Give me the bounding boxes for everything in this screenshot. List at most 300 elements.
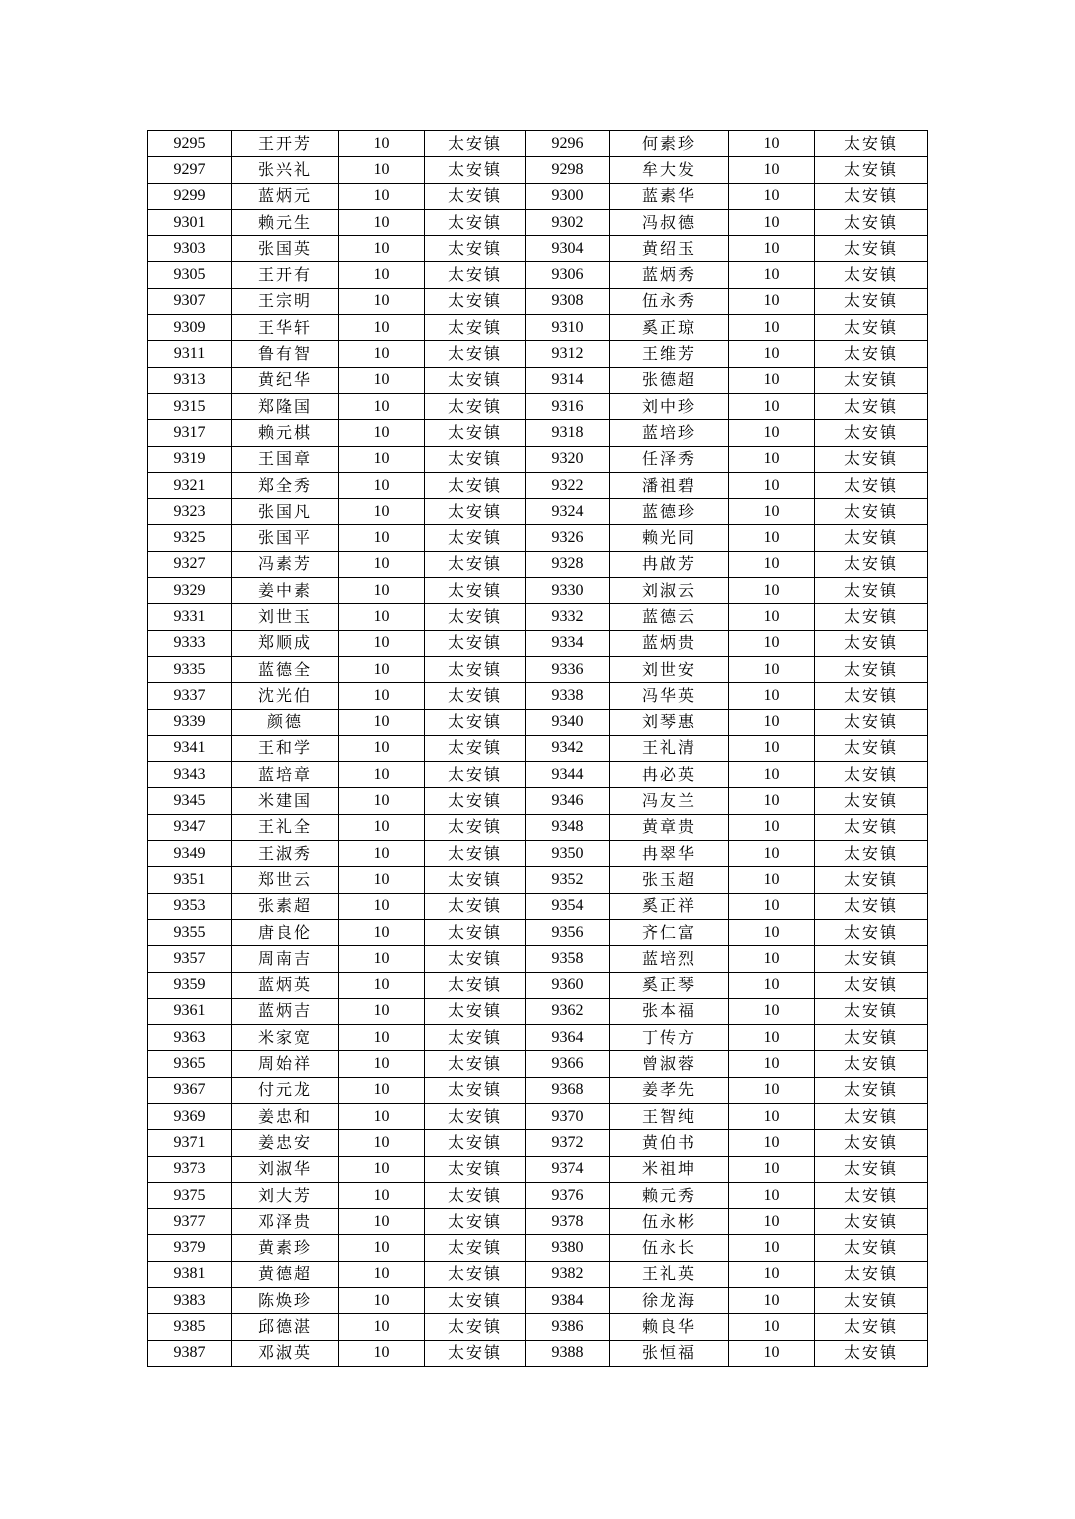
left-name-cell: 陈焕珍 bbox=[232, 1288, 339, 1314]
right-town-cell: 太安镇 bbox=[815, 157, 928, 183]
right-amount-cell: 10 bbox=[729, 841, 815, 867]
left-id-cell: 9359 bbox=[148, 972, 232, 998]
right-amount-cell: 10 bbox=[729, 315, 815, 341]
right-town-cell: 太安镇 bbox=[815, 393, 928, 419]
left-amount-cell: 10 bbox=[339, 709, 425, 735]
left-amount-cell: 10 bbox=[339, 972, 425, 998]
right-name-cell: 伍永秀 bbox=[610, 288, 729, 314]
right-town-cell: 太安镇 bbox=[815, 525, 928, 551]
left-town-cell: 太安镇 bbox=[425, 236, 526, 262]
table-row bbox=[148, 1314, 928, 1340]
left-id-cell: 9325 bbox=[148, 525, 232, 551]
right-id-cell: 9320 bbox=[526, 446, 610, 472]
right-id-cell: 9360 bbox=[526, 972, 610, 998]
right-town-cell: 太安镇 bbox=[815, 1209, 928, 1235]
left-amount-cell: 10 bbox=[339, 735, 425, 761]
left-town-cell: 太安镇 bbox=[425, 262, 526, 288]
right-name-cell: 伍永彬 bbox=[610, 1209, 729, 1235]
right-amount-cell: 10 bbox=[729, 183, 815, 209]
left-amount-cell: 10 bbox=[339, 1077, 425, 1103]
right-id-cell: 9384 bbox=[526, 1288, 610, 1314]
right-id-cell: 9344 bbox=[526, 762, 610, 788]
right-id-cell: 9348 bbox=[526, 814, 610, 840]
right-amount-cell: 10 bbox=[729, 393, 815, 419]
right-id-cell: 9350 bbox=[526, 841, 610, 867]
left-id-cell: 9373 bbox=[148, 1156, 232, 1182]
table-row bbox=[148, 788, 928, 814]
right-name-cell: 冯华英 bbox=[610, 683, 729, 709]
left-town-cell: 太安镇 bbox=[425, 1261, 526, 1287]
left-id-cell: 9343 bbox=[148, 762, 232, 788]
left-amount-cell: 10 bbox=[339, 551, 425, 577]
right-id-cell: 9328 bbox=[526, 551, 610, 577]
right-id-cell: 9312 bbox=[526, 341, 610, 367]
left-name-cell: 刘淑华 bbox=[232, 1156, 339, 1182]
table-row bbox=[148, 209, 928, 235]
table-row bbox=[148, 499, 928, 525]
table-row bbox=[148, 157, 928, 183]
table-row bbox=[148, 367, 928, 393]
right-id-cell: 9316 bbox=[526, 393, 610, 419]
table-row bbox=[148, 1340, 928, 1366]
left-id-cell: 9381 bbox=[148, 1261, 232, 1287]
left-amount-cell: 10 bbox=[339, 683, 425, 709]
left-town-cell: 太安镇 bbox=[425, 131, 526, 157]
left-amount-cell: 10 bbox=[339, 1025, 425, 1051]
right-town-cell: 太安镇 bbox=[815, 604, 928, 630]
right-town-cell: 太安镇 bbox=[815, 315, 928, 341]
left-town-cell: 太安镇 bbox=[425, 1130, 526, 1156]
left-town-cell: 太安镇 bbox=[425, 420, 526, 446]
table-row bbox=[148, 814, 928, 840]
table-row bbox=[148, 1025, 928, 1051]
roster-body bbox=[148, 131, 928, 1367]
left-id-cell: 9311 bbox=[148, 341, 232, 367]
table-row bbox=[148, 867, 928, 893]
right-name-cell: 丁传方 bbox=[610, 1025, 729, 1051]
right-id-cell: 9326 bbox=[526, 525, 610, 551]
table-row bbox=[148, 341, 928, 367]
right-amount-cell: 10 bbox=[729, 709, 815, 735]
table-row bbox=[148, 893, 928, 919]
right-amount-cell: 10 bbox=[729, 604, 815, 630]
left-name-cell: 邱德湛 bbox=[232, 1314, 339, 1340]
table-row bbox=[148, 735, 928, 761]
table-row bbox=[148, 1288, 928, 1314]
right-amount-cell: 10 bbox=[729, 1051, 815, 1077]
left-town-cell: 太安镇 bbox=[425, 315, 526, 341]
right-town-cell: 太安镇 bbox=[815, 1077, 928, 1103]
left-id-cell: 9323 bbox=[148, 499, 232, 525]
left-name-cell: 王宗明 bbox=[232, 288, 339, 314]
left-name-cell: 张国平 bbox=[232, 525, 339, 551]
left-town-cell: 太安镇 bbox=[425, 157, 526, 183]
left-amount-cell: 10 bbox=[339, 604, 425, 630]
left-name-cell: 颜德 bbox=[232, 709, 339, 735]
left-amount-cell: 10 bbox=[339, 1209, 425, 1235]
left-name-cell: 鲁有智 bbox=[232, 341, 339, 367]
left-name-cell: 刘大芳 bbox=[232, 1182, 339, 1208]
right-amount-cell: 10 bbox=[729, 1103, 815, 1129]
left-town-cell: 太安镇 bbox=[425, 630, 526, 656]
right-name-cell: 曾淑蓉 bbox=[610, 1051, 729, 1077]
left-town-cell: 太安镇 bbox=[425, 525, 526, 551]
table-row bbox=[148, 841, 928, 867]
left-amount-cell: 10 bbox=[339, 630, 425, 656]
left-id-cell: 9353 bbox=[148, 893, 232, 919]
left-name-cell: 蓝德全 bbox=[232, 656, 339, 682]
left-id-cell: 9295 bbox=[148, 131, 232, 157]
right-name-cell: 任泽秀 bbox=[610, 446, 729, 472]
left-amount-cell: 10 bbox=[339, 998, 425, 1024]
right-name-cell: 冉啟芳 bbox=[610, 551, 729, 577]
table-row bbox=[148, 946, 928, 972]
left-id-cell: 9309 bbox=[148, 315, 232, 341]
left-id-cell: 9333 bbox=[148, 630, 232, 656]
left-id-cell: 9379 bbox=[148, 1235, 232, 1261]
right-town-cell: 太安镇 bbox=[815, 499, 928, 525]
right-name-cell: 刘琴惠 bbox=[610, 709, 729, 735]
right-amount-cell: 10 bbox=[729, 1209, 815, 1235]
left-name-cell: 姜中素 bbox=[232, 578, 339, 604]
left-town-cell: 太安镇 bbox=[425, 1235, 526, 1261]
left-amount-cell: 10 bbox=[339, 393, 425, 419]
left-amount-cell: 10 bbox=[339, 814, 425, 840]
left-name-cell: 黄纪华 bbox=[232, 367, 339, 393]
right-id-cell: 9296 bbox=[526, 131, 610, 157]
left-name-cell: 黄素珍 bbox=[232, 1235, 339, 1261]
right-amount-cell: 10 bbox=[729, 1130, 815, 1156]
right-town-cell: 太安镇 bbox=[815, 1340, 928, 1366]
left-town-cell: 太安镇 bbox=[425, 341, 526, 367]
left-id-cell: 9319 bbox=[148, 446, 232, 472]
right-id-cell: 9356 bbox=[526, 919, 610, 945]
left-amount-cell: 10 bbox=[339, 867, 425, 893]
right-id-cell: 9374 bbox=[526, 1156, 610, 1182]
right-id-cell: 9346 bbox=[526, 788, 610, 814]
left-id-cell: 9387 bbox=[148, 1340, 232, 1366]
table-row bbox=[148, 1077, 928, 1103]
left-amount-cell: 10 bbox=[339, 1340, 425, 1366]
left-id-cell: 9361 bbox=[148, 998, 232, 1024]
right-amount-cell: 10 bbox=[729, 1025, 815, 1051]
right-id-cell: 9352 bbox=[526, 867, 610, 893]
right-amount-cell: 10 bbox=[729, 1182, 815, 1208]
left-town-cell: 太安镇 bbox=[425, 841, 526, 867]
right-amount-cell: 10 bbox=[729, 867, 815, 893]
table-row bbox=[148, 288, 928, 314]
right-id-cell: 9370 bbox=[526, 1103, 610, 1129]
right-id-cell: 9310 bbox=[526, 315, 610, 341]
left-name-cell: 刘世玉 bbox=[232, 604, 339, 630]
left-name-cell: 蓝培章 bbox=[232, 762, 339, 788]
right-name-cell: 潘祖碧 bbox=[610, 472, 729, 498]
left-town-cell: 太安镇 bbox=[425, 1182, 526, 1208]
left-town-cell: 太安镇 bbox=[425, 499, 526, 525]
left-amount-cell: 10 bbox=[339, 420, 425, 446]
table-row bbox=[148, 131, 928, 157]
left-town-cell: 太安镇 bbox=[425, 788, 526, 814]
right-name-cell: 伍永长 bbox=[610, 1235, 729, 1261]
right-id-cell: 9306 bbox=[526, 262, 610, 288]
right-id-cell: 9334 bbox=[526, 630, 610, 656]
right-id-cell: 9362 bbox=[526, 998, 610, 1024]
left-amount-cell: 10 bbox=[339, 1051, 425, 1077]
right-amount-cell: 10 bbox=[729, 578, 815, 604]
left-name-cell: 蓝炳英 bbox=[232, 972, 339, 998]
left-name-cell: 蓝炳元 bbox=[232, 183, 339, 209]
table-row bbox=[148, 1261, 928, 1287]
right-id-cell: 9300 bbox=[526, 183, 610, 209]
left-amount-cell: 10 bbox=[339, 131, 425, 157]
right-name-cell: 蓝德珍 bbox=[610, 499, 729, 525]
right-town-cell: 太安镇 bbox=[815, 946, 928, 972]
right-amount-cell: 10 bbox=[729, 762, 815, 788]
left-name-cell: 张兴礼 bbox=[232, 157, 339, 183]
right-id-cell: 9340 bbox=[526, 709, 610, 735]
right-amount-cell: 10 bbox=[729, 131, 815, 157]
left-town-cell: 太安镇 bbox=[425, 1051, 526, 1077]
right-name-cell: 黄章贵 bbox=[610, 814, 729, 840]
right-id-cell: 9358 bbox=[526, 946, 610, 972]
table-row bbox=[148, 315, 928, 341]
left-id-cell: 9305 bbox=[148, 262, 232, 288]
left-amount-cell: 10 bbox=[339, 157, 425, 183]
left-name-cell: 黄德超 bbox=[232, 1261, 339, 1287]
left-town-cell: 太安镇 bbox=[425, 683, 526, 709]
left-amount-cell: 10 bbox=[339, 1261, 425, 1287]
left-town-cell: 太安镇 bbox=[425, 1209, 526, 1235]
right-name-cell: 冉必英 bbox=[610, 762, 729, 788]
left-town-cell: 太安镇 bbox=[425, 709, 526, 735]
right-name-cell: 冉翠华 bbox=[610, 841, 729, 867]
left-town-cell: 太安镇 bbox=[425, 867, 526, 893]
left-town-cell: 太安镇 bbox=[425, 446, 526, 472]
right-town-cell: 太安镇 bbox=[815, 131, 928, 157]
right-name-cell: 王智纯 bbox=[610, 1103, 729, 1129]
left-amount-cell: 10 bbox=[339, 788, 425, 814]
right-id-cell: 9376 bbox=[526, 1182, 610, 1208]
right-amount-cell: 10 bbox=[729, 420, 815, 446]
right-town-cell: 太安镇 bbox=[815, 630, 928, 656]
right-name-cell: 张本福 bbox=[610, 998, 729, 1024]
left-id-cell: 9383 bbox=[148, 1288, 232, 1314]
left-id-cell: 9345 bbox=[148, 788, 232, 814]
right-town-cell: 太安镇 bbox=[815, 735, 928, 761]
left-town-cell: 太安镇 bbox=[425, 919, 526, 945]
left-name-cell: 冯素芳 bbox=[232, 551, 339, 577]
right-id-cell: 9372 bbox=[526, 1130, 610, 1156]
left-id-cell: 9303 bbox=[148, 236, 232, 262]
right-town-cell: 太安镇 bbox=[815, 841, 928, 867]
right-amount-cell: 10 bbox=[729, 1156, 815, 1182]
left-id-cell: 9339 bbox=[148, 709, 232, 735]
left-town-cell: 太安镇 bbox=[425, 656, 526, 682]
left-id-cell: 9347 bbox=[148, 814, 232, 840]
table-row bbox=[148, 630, 928, 656]
table-row bbox=[148, 1103, 928, 1129]
right-id-cell: 9298 bbox=[526, 157, 610, 183]
left-id-cell: 9357 bbox=[148, 946, 232, 972]
left-name-cell: 米家宽 bbox=[232, 1025, 339, 1051]
right-amount-cell: 10 bbox=[729, 446, 815, 472]
table-row bbox=[148, 919, 928, 945]
right-town-cell: 太安镇 bbox=[815, 919, 928, 945]
left-town-cell: 太安镇 bbox=[425, 1156, 526, 1182]
left-name-cell: 张国英 bbox=[232, 236, 339, 262]
left-town-cell: 太安镇 bbox=[425, 972, 526, 998]
left-name-cell: 王国章 bbox=[232, 446, 339, 472]
right-name-cell: 蓝德云 bbox=[610, 604, 729, 630]
left-id-cell: 9315 bbox=[148, 393, 232, 419]
right-town-cell: 太安镇 bbox=[815, 998, 928, 1024]
left-id-cell: 9301 bbox=[148, 209, 232, 235]
left-id-cell: 9369 bbox=[148, 1103, 232, 1129]
right-town-cell: 太安镇 bbox=[815, 420, 928, 446]
table-row bbox=[148, 472, 928, 498]
right-name-cell: 冯叔德 bbox=[610, 209, 729, 235]
right-town-cell: 太安镇 bbox=[815, 1261, 928, 1287]
left-name-cell: 姜忠和 bbox=[232, 1103, 339, 1129]
left-id-cell: 9375 bbox=[148, 1182, 232, 1208]
left-town-cell: 太安镇 bbox=[425, 893, 526, 919]
left-amount-cell: 10 bbox=[339, 315, 425, 341]
table-row bbox=[148, 709, 928, 735]
right-id-cell: 9318 bbox=[526, 420, 610, 446]
right-name-cell: 赖光同 bbox=[610, 525, 729, 551]
left-amount-cell: 10 bbox=[339, 946, 425, 972]
left-id-cell: 9337 bbox=[148, 683, 232, 709]
right-name-cell: 王礼清 bbox=[610, 735, 729, 761]
right-name-cell: 蓝炳贵 bbox=[610, 630, 729, 656]
left-id-cell: 9299 bbox=[148, 183, 232, 209]
right-id-cell: 9378 bbox=[526, 1209, 610, 1235]
right-town-cell: 太安镇 bbox=[815, 262, 928, 288]
right-id-cell: 9366 bbox=[526, 1051, 610, 1077]
right-town-cell: 太安镇 bbox=[815, 551, 928, 577]
right-name-cell: 赖良华 bbox=[610, 1314, 729, 1340]
right-id-cell: 9336 bbox=[526, 656, 610, 682]
right-amount-cell: 10 bbox=[729, 656, 815, 682]
right-id-cell: 9382 bbox=[526, 1261, 610, 1287]
right-town-cell: 太安镇 bbox=[815, 288, 928, 314]
left-amount-cell: 10 bbox=[339, 656, 425, 682]
right-id-cell: 9332 bbox=[526, 604, 610, 630]
left-name-cell: 郑隆国 bbox=[232, 393, 339, 419]
left-id-cell: 9371 bbox=[148, 1130, 232, 1156]
table-row bbox=[148, 393, 928, 419]
left-name-cell: 沈光伯 bbox=[232, 683, 339, 709]
left-name-cell: 王礼全 bbox=[232, 814, 339, 840]
right-id-cell: 9386 bbox=[526, 1314, 610, 1340]
right-name-cell: 奚正祥 bbox=[610, 893, 729, 919]
right-amount-cell: 10 bbox=[729, 998, 815, 1024]
left-amount-cell: 10 bbox=[339, 288, 425, 314]
left-town-cell: 太安镇 bbox=[425, 1340, 526, 1366]
right-amount-cell: 10 bbox=[729, 919, 815, 945]
left-name-cell: 蓝炳吉 bbox=[232, 998, 339, 1024]
right-town-cell: 太安镇 bbox=[815, 683, 928, 709]
left-amount-cell: 10 bbox=[339, 236, 425, 262]
left-town-cell: 太安镇 bbox=[425, 998, 526, 1024]
right-town-cell: 太安镇 bbox=[815, 1130, 928, 1156]
right-town-cell: 太安镇 bbox=[815, 472, 928, 498]
left-amount-cell: 10 bbox=[339, 1130, 425, 1156]
right-town-cell: 太安镇 bbox=[815, 341, 928, 367]
right-amount-cell: 10 bbox=[729, 946, 815, 972]
left-amount-cell: 10 bbox=[339, 841, 425, 867]
roster-table bbox=[147, 130, 928, 1367]
left-amount-cell: 10 bbox=[339, 367, 425, 393]
left-name-cell: 王华轩 bbox=[232, 315, 339, 341]
table-row bbox=[148, 446, 928, 472]
right-name-cell: 姜孝先 bbox=[610, 1077, 729, 1103]
left-id-cell: 9355 bbox=[148, 919, 232, 945]
right-town-cell: 太安镇 bbox=[815, 236, 928, 262]
right-town-cell: 太安镇 bbox=[815, 867, 928, 893]
table-row bbox=[148, 683, 928, 709]
left-name-cell: 米建国 bbox=[232, 788, 339, 814]
right-name-cell: 徐龙海 bbox=[610, 1288, 729, 1314]
left-id-cell: 9331 bbox=[148, 604, 232, 630]
right-id-cell: 9338 bbox=[526, 683, 610, 709]
right-town-cell: 太安镇 bbox=[815, 1182, 928, 1208]
right-id-cell: 9380 bbox=[526, 1235, 610, 1261]
right-name-cell: 蓝培烈 bbox=[610, 946, 729, 972]
right-id-cell: 9368 bbox=[526, 1077, 610, 1103]
right-town-cell: 太安镇 bbox=[815, 972, 928, 998]
left-town-cell: 太安镇 bbox=[425, 1314, 526, 1340]
right-town-cell: 太安镇 bbox=[815, 578, 928, 604]
left-amount-cell: 10 bbox=[339, 183, 425, 209]
left-amount-cell: 10 bbox=[339, 919, 425, 945]
table-row bbox=[148, 183, 928, 209]
left-town-cell: 太安镇 bbox=[425, 183, 526, 209]
right-id-cell: 9302 bbox=[526, 209, 610, 235]
right-id-cell: 9354 bbox=[526, 893, 610, 919]
right-name-cell: 奚正琼 bbox=[610, 315, 729, 341]
right-name-cell: 刘淑云 bbox=[610, 578, 729, 604]
right-name-cell: 蓝素华 bbox=[610, 183, 729, 209]
left-town-cell: 太安镇 bbox=[425, 393, 526, 419]
left-id-cell: 9297 bbox=[148, 157, 232, 183]
right-amount-cell: 10 bbox=[729, 341, 815, 367]
left-town-cell: 太安镇 bbox=[425, 288, 526, 314]
left-town-cell: 太安镇 bbox=[425, 814, 526, 840]
right-town-cell: 太安镇 bbox=[815, 367, 928, 393]
right-amount-cell: 10 bbox=[729, 1235, 815, 1261]
right-town-cell: 太安镇 bbox=[815, 788, 928, 814]
right-amount-cell: 10 bbox=[729, 1340, 815, 1366]
right-town-cell: 太安镇 bbox=[815, 209, 928, 235]
left-id-cell: 9351 bbox=[148, 867, 232, 893]
left-amount-cell: 10 bbox=[339, 1288, 425, 1314]
left-town-cell: 太安镇 bbox=[425, 367, 526, 393]
left-id-cell: 9341 bbox=[148, 735, 232, 761]
table-row bbox=[148, 656, 928, 682]
right-town-cell: 太安镇 bbox=[815, 709, 928, 735]
right-name-cell: 冯友兰 bbox=[610, 788, 729, 814]
right-name-cell: 奚正琴 bbox=[610, 972, 729, 998]
left-id-cell: 9329 bbox=[148, 578, 232, 604]
right-id-cell: 9322 bbox=[526, 472, 610, 498]
left-name-cell: 姜忠安 bbox=[232, 1130, 339, 1156]
right-town-cell: 太安镇 bbox=[815, 446, 928, 472]
right-town-cell: 太安镇 bbox=[815, 656, 928, 682]
right-name-cell: 何素珍 bbox=[610, 131, 729, 157]
left-town-cell: 太安镇 bbox=[425, 735, 526, 761]
left-name-cell: 张国凡 bbox=[232, 499, 339, 525]
